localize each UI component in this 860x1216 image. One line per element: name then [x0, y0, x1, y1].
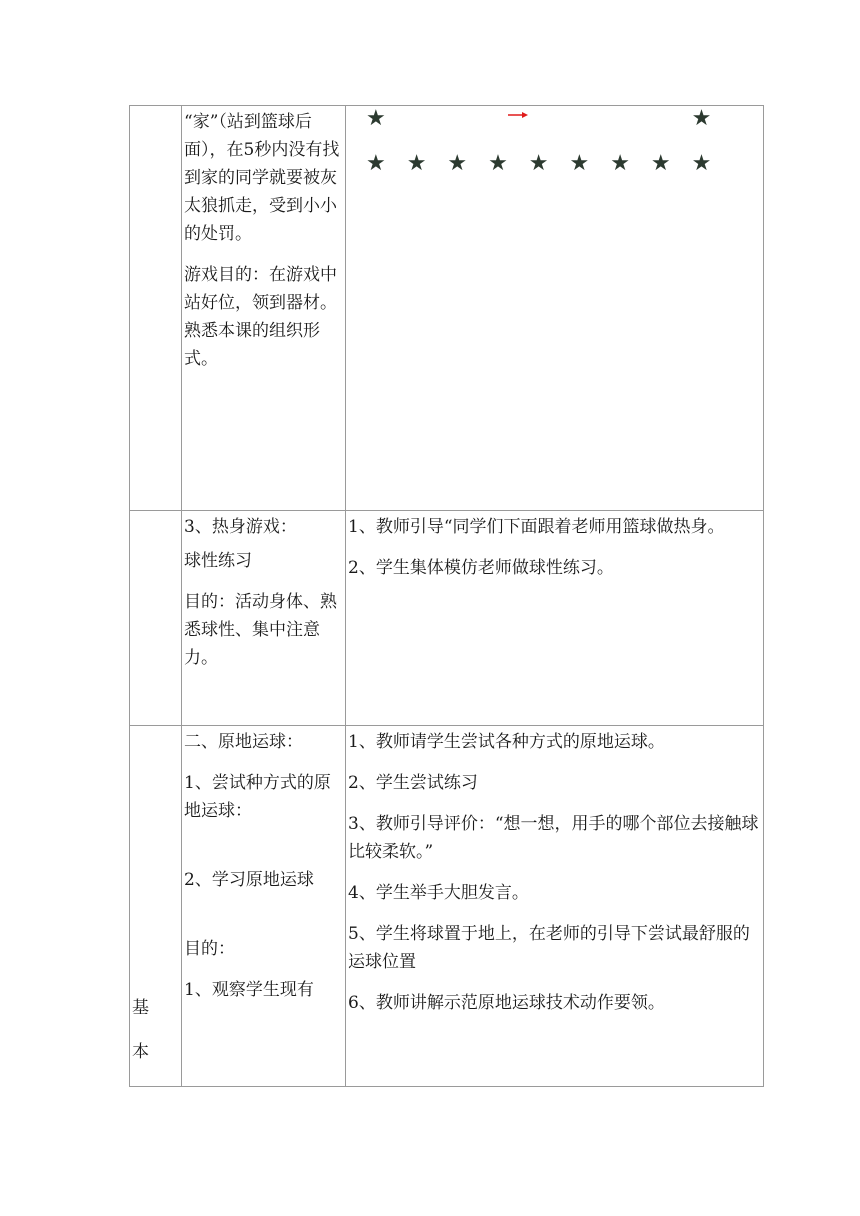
organization-cell [346, 511, 764, 726]
method-step-text: 1、教师请学生尝试各种方式的原地运球。 [348, 732, 665, 752]
purpose-label: 目的： [184, 939, 235, 959]
content-cell [182, 511, 346, 726]
organization-cell [346, 106, 764, 511]
step-two-text: 2、学习原地运球 [184, 870, 314, 890]
method-step-text: 3、教师引导评价：“想一想，用手的哪个部位去接触球比较柔软。” [348, 814, 759, 862]
purpose-item-text: 1、观察学生现有 [184, 980, 314, 1000]
student-position-star-icon: ★ [691, 106, 712, 131]
game-rule-text: “家”（站到篮球后面），在5秒内没有找到家的同学就要被灰太狼抓走，受到小小的处罚。 [184, 112, 340, 244]
method-step-text: 4、学生举手大胆发言。 [348, 883, 529, 903]
student-practice-text: 2、学生集体模仿老师做球性练习。 [348, 558, 614, 578]
student-position-star-icon: ★ [366, 106, 386, 131]
method-step-text: 5、学生将球置于地上，在老师的引导下尝试最舒服的运球位置 [348, 924, 750, 972]
warmup-subtitle: 球性练习 [184, 551, 252, 571]
warmup-heading: 3、热身游戏： [184, 517, 297, 537]
step-one-text: 1、尝试种方式的原地运球： [184, 773, 331, 821]
stage-cell [130, 511, 182, 726]
student-position-star-icon: ★ [447, 151, 468, 176]
student-position-star-icon: ★ [366, 151, 386, 176]
game-purpose-text: 游戏目的：在游戏中站好位，领到器材。熟悉本课的组织形式。 [184, 265, 337, 369]
student-position-star-icon: ★ [610, 151, 630, 176]
lesson-plan-table [129, 105, 764, 1087]
stage-label-char: 本 [132, 1042, 149, 1062]
student-position-star-icon: ★ [691, 151, 712, 176]
table-row [130, 511, 764, 726]
warmup-purpose: 目的：活动身体、熟悉球性、集中注意力。 [184, 592, 337, 668]
student-position-star-icon: ★ [569, 151, 590, 176]
stage-label-char: 基 [132, 998, 149, 1018]
student-position-star-icon: ★ [528, 151, 549, 176]
teacher-guide-text: 1、教师引导“同学们下面跟着老师用篮球做热身。 [348, 517, 725, 537]
method-step-text: 2、学生尝试练习 [348, 773, 478, 793]
student-position-star-icon: ★ [488, 151, 508, 176]
method-step-text: 6、教师讲解示范原地运球技术动作要领。 [348, 993, 665, 1013]
section-heading: 二、原地运球： [184, 732, 303, 752]
formation-diagram [346, 106, 763, 206]
table-row [130, 106, 764, 511]
student-position-star-icon: ★ [406, 151, 427, 176]
stage-cell [130, 106, 182, 511]
table-row [130, 726, 764, 1087]
stage-cell [130, 726, 182, 1087]
content-cell [182, 106, 346, 511]
content-cell [182, 726, 346, 1087]
arrow-right-icon [508, 109, 528, 121]
organization-cell [346, 726, 764, 1087]
student-position-star-icon: ★ [650, 151, 671, 176]
